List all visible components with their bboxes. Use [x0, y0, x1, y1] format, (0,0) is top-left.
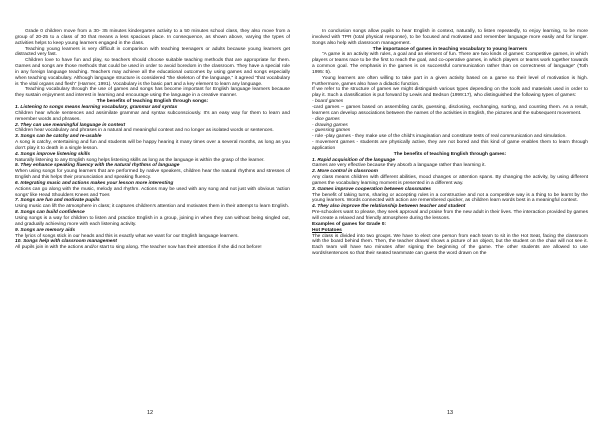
left-text-column — [15, 29, 290, 251]
list-heading: 4. They also improve the relationship between teacher and student — [312, 204, 466, 210]
paragraph: Children love to have fun and play, so teachers should choose suitable teaching methods that are appropriate for them. Games and songs are those methods that could be used in order to avoid boredom in the classroom. They have a special role in any foreign language teaching. Teachers may achieve all the educational outcomes by using games and songs especially when teaching vocabulary. Although language structure is considered “the skeleton of the language,” it agreed “that vocabulary is ‘the vital organs and flesh” (Harmer, 1991). Vocabulary is the basic part and a key element to learn any language. — [15, 58, 290, 87]
list-heading: 3. Songs can be catchy and re-usable — [15, 134, 102, 140]
paragraph: Teaching young learners is very difficult in comparison with teaching teenagers or adults because young learners get distracted very fast. — [15, 46, 290, 58]
paragraph: Using music can lift the atmosphere in class; it captures children’s attention and motivates them in their attempt to learn English. — [15, 204, 289, 210]
paragraph: The lyrics of songs stick in our heads and this is exactly what we want for our English language learners. — [15, 233, 239, 239]
paragraph: If we refer to the structure of games we might distinguish various types depending on the tools and materials used in order to play it. Such a classification is put forward by Lewis and Bedson (1999:17), who distinguished the following types of games: — [312, 87, 588, 99]
paragraph: Games are very effective because they absorb a language rather than learning it. — [312, 163, 486, 169]
paragraph: Using songs is a way for children to listen and practice English in a group, joining in when they can without being singled out, and gradually achieving more with each listening activity. — [15, 216, 290, 227]
list-heading: 8. Songs can build confidence — [15, 210, 85, 216]
list-heading: 4. Songs improve listening skills — [15, 151, 91, 157]
paragraph: Any class means children with different abilities, mood changes or attention spans. By changing the activity, by using different games the vocabulary learning moment is presented in a different way. — [312, 175, 588, 186]
list-heading: 5. They enhance speaking fluency with the natural rhythms of language — [15, 163, 180, 169]
paragraph: All pupils join in with the actions and/or start to sing along. The teacher now has their attention if she did not before! — [15, 245, 262, 251]
paragraph: Grade 0 children move from a 30- 35 minutes kindergarten activity to a 50 minutes school class, they also move from a group of 20-25 to a class of 30 that means a less spacious place. In consequence, as shown above, varying the types of activities helps to keep young learners engaged in the class. — [15, 29, 290, 46]
list-item: - guessing games — [312, 128, 351, 134]
list-heading: 1. Rapid acquisition of the language — [312, 157, 395, 163]
section-heading: The benefits of teaching English through games: — [393, 151, 507, 157]
list-heading: 9. Songs are memory aids — [15, 227, 76, 233]
page-number: 13 — [446, 410, 454, 416]
section-heading: The importance of games in teaching vocabulary to young learners — [372, 46, 528, 52]
paragraph: “A game is an activity with rules, a goal and an element of fun. There are two kinds of games: Competitive games, in which players or teams race to be the first to reach the goal, and co-operative games, in which players or teams work together towards a common goal. The emphasis in the games is on successful communication rather than on correctness of language” (Toth 1995: 5). — [312, 52, 588, 75]
list-item: - drawing games — [312, 122, 348, 128]
paragraph: The class is divided into two groups. We have to elect one person from each team to sit in the Hot Seat, facing the classroom with the board behind them. Then, the teacher draws/ shows a picture of an object, but the student on the chair will not see it. Each team will have two minutes after signing the beginning of the game. The other students are allowed to use words/sentences so that their seated teammate can guess the word drawn on the — [312, 233, 588, 257]
list-item: - movement games - students are physically active, they are not bored and this kind of game enables them to learn through application — [312, 140, 588, 151]
game-title: Hot Potatoes — [312, 227, 342, 233]
list-heading: 1. Listening to songs means learning vocabulary, grammar and syntax — [15, 104, 178, 110]
paragraph: When using songs for young learners that are performed by native speakers, children hear the natural rhythms and stresses of English and this helps their pronunciation and speaking fluency. — [15, 169, 290, 181]
paragraph: Children hear whole sentences and assimilate grammar and syntax subconsciously. It’s an easy way for them to learn and remember words and phrases. — [15, 110, 290, 122]
section-heading: Examples of games for Grade 0: — [312, 221, 387, 227]
paragraph: Actions can go along with the music, melody and rhythm. Actions may be used with any song and not just with obvious ‘action songs’ like Head Shoulders Knees and Toes — [15, 186, 290, 198]
list-heading: 2. More control in classroom — [312, 169, 378, 175]
list-heading: 3. Games improve cooperation between classmates — [312, 186, 431, 192]
list-heading: 6. Integrating music and actions makes your lesson more interesting — [15, 180, 174, 186]
paragraph: Young learners are often willing to take part in a given activity based on a game so their level of motivation is high. Furthermore, games also have a didactic function. — [312, 75, 588, 87]
list-item: - board games — [312, 99, 344, 105]
list-heading: 10. Songs help with classroom management — [15, 239, 118, 245]
paragraph: A song is catchy, entertaining and fun and students will be happy hearing it many times over a several months, as long as you don’t play it to death in a single lesson. — [15, 140, 290, 151]
paragraph: In conclusion songs allow pupils to hear English in context, naturally, to listen repeatedly, to enjoy learning, to be more involved with TPR (total physical response), to be focused and motivated and remember language more easily and for longer. Songs also help with classroom management. — [312, 29, 588, 46]
paragraph: Naturally listening to any English song helps listening skills as long as the language is within the grasp of the learner. — [15, 157, 265, 163]
list-item: -card games – games based on assembling cards, guessing, disclosing, exchanging, sorting, and counting them. As a result, learners can develop associations between the names of the activities in English, the pictures and the subsequent movement. — [312, 104, 588, 116]
paragraph: Pre-schoolers want to please, they seek approval and praise from the new adult in their lives. The interaction provided by games will create a relaxed and friendly atmosphere during the lessons. — [312, 210, 588, 221]
right-page — [300, 0, 600, 424]
list-item: - role -play games - they make use of the child’s imagination and constitute tests of real communication and simulation. — [312, 134, 567, 140]
right-text-column — [312, 29, 588, 257]
list-heading: 2. They can use meaningful language in context — [15, 122, 126, 128]
paragraph: Teaching vocabulary through the use of games and songs has become important for English language learners because they sustain enjoyment and interest in learning and encourage using the language in a creative manner. — [15, 87, 290, 99]
paragraph: Children hear vocabulary and phrases in a natural and meaningful context and no longer as isolated words or sentences. — [15, 128, 274, 134]
list-heading: 7. Songs are fun and motivate pupils — [15, 198, 100, 204]
paragraph: The benefit of taking turns, sharing or accepting rules in a constructive and not a competitive way is a thing to be learnt by the young learners. Words connected with action are remembered quicker, as children learn words best in a meaningful context. — [312, 192, 588, 204]
page-number: 12 — [146, 410, 154, 416]
list-item: - dice games — [312, 116, 340, 122]
section-heading: The benefits of teaching English through songs: — [96, 99, 209, 105]
